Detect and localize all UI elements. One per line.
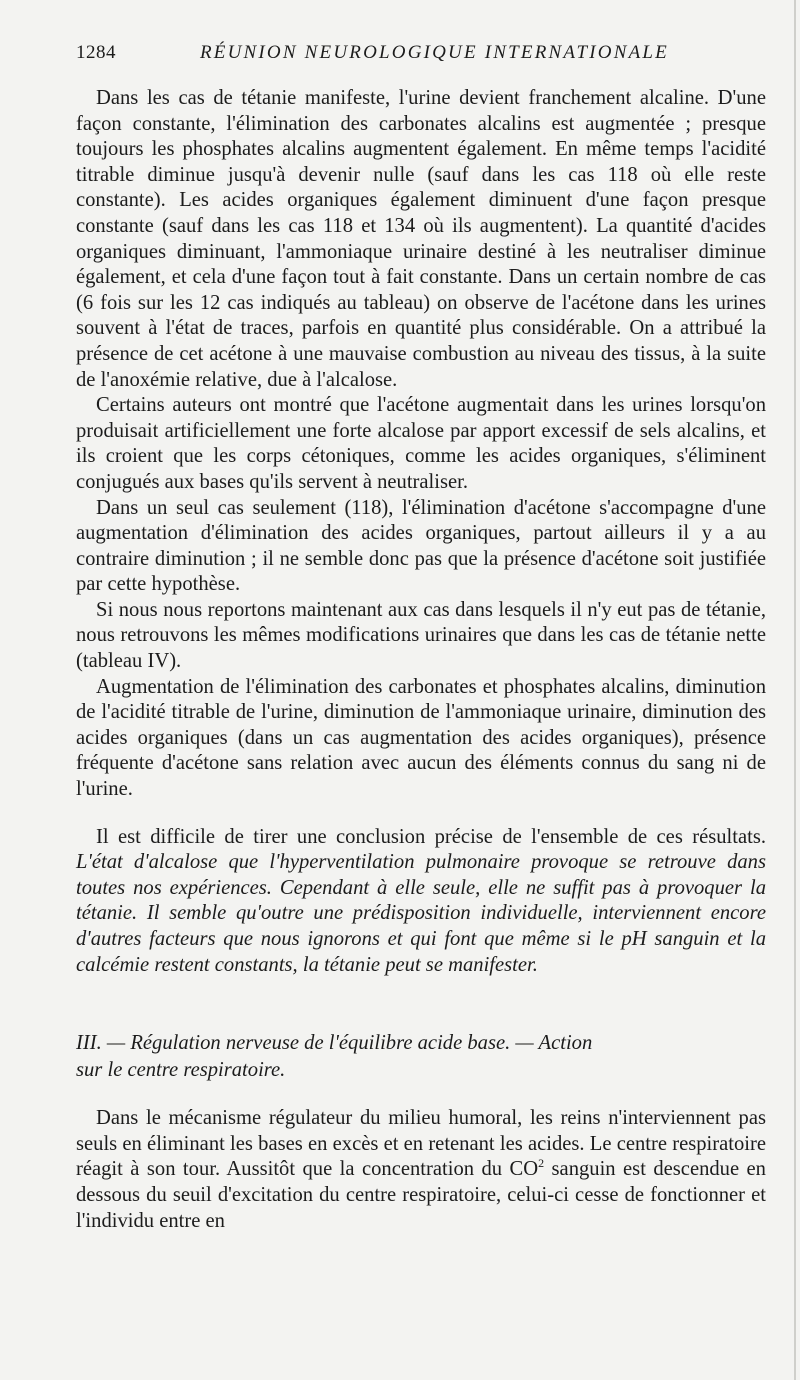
paragraph: Dans un seul cas seulement (118), l'élimination d'acétone s'accompagne d'une augmentation d'élimination des acides organiques, partout ailleurs il y a au contraire diminution ; il ne semble donc pas que la présence d'acétone soit justifiée par cette hypothèse. <box>76 496 766 596</box>
paragraph: Certains auteurs ont montré que l'acétone augmentait dans les urines lorsqu'on produisait artificiellement une forte alcalose par apport excessif de sels alcalins, et ils croient que les corps cétoniques, comme les acides organiques, s'éliminent conjugués aux bases qu'ils servent à neutraliser. <box>76 394 766 493</box>
page-edge <box>794 0 796 1380</box>
section-heading-line: III. — Régulation nerveuse de l'équilibre acide base. — Action <box>76 1032 593 1055</box>
page-number: 1284 <box>76 42 116 63</box>
paragraph <box>76 1106 766 1234</box>
paragraph: Augmentation de l'élimination des carbonates et phosphates alcalins, diminution de l'acidité titrable de l'urine, diminution de l'ammoniaque urinaire, diminution des acides organiques (dans un cas augmentation des acides organiques), présence fréquente d'acétone sans relation avec aucun des éléments connus du sang ni de l'urine. <box>76 675 766 801</box>
section-heading-line: sur le centre respiratoire. <box>76 1059 286 1082</box>
paragraph-text: sanguin est descendue en dessous du seuil d'excitation du centre respiratoire, celui-ci cesse de fonctionner et l'individu entre en <box>76 1158 766 1232</box>
conclusion-italic: L'état d'alcalose que l'hyperventilation pulmonaire provoque se retrouve dans toutes nos expériences. Cependant à elle seule, elle ne suffit pas à provoquer la tétanie. Il semble qu'outre une prédisposition individuelle, interviennent encore d'autres facteurs que nous ignorons et qui font que même si le pH sanguin et la calcémie restent constants, la tétanie peut se manifester. <box>76 851 766 976</box>
paragraph: Si nous nous reportons maintenant aux cas dans lesquels il n'y eut pas de tétanie, nous retrouvons les mêmes modifications urinaires que dans les cas de tétanie nette (tableau IV). <box>76 598 766 673</box>
running-title: RÉUNION NEUROLOGIQUE INTERNATIONALE <box>200 42 669 63</box>
paragraph: Dans les cas de tétanie manifeste, l'urine devient franchement alcaline. D'une façon constante, l'élimination des carbonates alcalins est augmentée ; presque toujours les phosphates alcalins augmentent également. En même temps l'acidité titrable diminue jusqu'à devenir nulle (sauf dans les cas 118 où elle reste constante). Les acides organiques également diminuent d'une façon presque constante (sauf dans les cas 118 et 134 où ils augmentent). La quantité d'acides organiques diminuant, l'ammoniaque urinaire destiné à les neutraliser diminue également, et cela d'une façon tout à fait constante. Dans un certain nombre de cas (6 fois sur les 12 cas indiqués au tableau) on observe de l'acétone dans les urines souvent à l'état de traces, parfois en quantité plus considérable. On a attribué la présence de cet acétone à une mauvaise combustion au niveau des tissus, à la suite de l'anoxémie relative, due à l'alcalose. <box>76 87 766 391</box>
superscript: 2 <box>538 1156 545 1171</box>
body-text <box>76 86 766 1234</box>
paragraph-text: Dans le mécanisme régulateur du milieu humoral, les reins n'interviennent pas seuls en éliminant les bases en excès et en retenant les acides. Le centre respiratoire réagit à son tour. Aussitôt que la concentration du CO <box>76 1107 766 1181</box>
conclusion-intro: Il est difficile de tirer une conclusion précise de l'ensemble de ces résultats. <box>96 825 766 848</box>
conclusion-paragraph <box>76 825 766 979</box>
running-head <box>76 42 766 72</box>
section-heading <box>76 1030 766 1084</box>
